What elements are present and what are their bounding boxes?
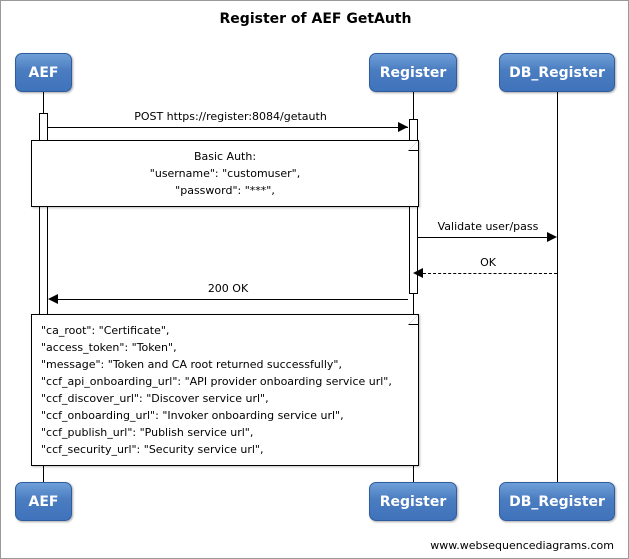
actor-db-register-bottom-label: DB_Register [509, 493, 605, 510]
response-body-note [31, 314, 419, 466]
diagram-title: Register of AEF GetAuth [219, 11, 412, 27]
message-line-post-getauth [48, 127, 408, 128]
response-body-note-line-8: "ccf_security_url": "Security service url", [41, 443, 264, 456]
response-body-note-line-7: "ccf_publish_url": "Publish service url", [41, 426, 254, 439]
message-label-200-ok: 200 OK [207, 282, 249, 295]
actor-register-top-label: Register [379, 64, 447, 81]
lifeline-db-register [557, 92, 558, 482]
message-label-post-getauth: POST https://register:8084/getauth [134, 110, 327, 123]
note-fold-inner-icon [409, 315, 418, 324]
actor-db-register-top [499, 53, 615, 92]
response-body-note-line-6: "ccf_onboarding_url": "Invoker onboarding service url", [41, 409, 344, 422]
message-line-200-ok [58, 299, 408, 300]
actor-register-bottom-label: Register [379, 493, 447, 510]
actor-aef-top [15, 53, 72, 92]
message-arrow-post-getauth [398, 122, 408, 132]
message-line-ok [423, 273, 557, 274]
footer-attribution: www.websequencediagrams.com [430, 539, 614, 552]
basic-auth-note-line-2: "password": "***", [175, 184, 275, 197]
response-body-note-line-3: "message": "Token and CA root returned successfully", [41, 358, 342, 371]
actor-aef-top-label: AEF [28, 64, 59, 81]
message-label-validate-user-pass: Validate user/pass [437, 220, 539, 233]
basic-auth-note [31, 140, 419, 207]
message-label-ok: OK [480, 256, 496, 269]
basic-auth-note-title: Basic Auth: [193, 150, 257, 163]
message-arrow-200-ok [48, 294, 58, 304]
basic-auth-note-line-1: "username": "customuser", [149, 167, 301, 180]
actor-aef-bottom [15, 482, 72, 521]
response-body-note-line-4: "ccf_api_onboarding_url": "API provider onboarding service url", [41, 375, 392, 388]
actor-db-register-top-label: DB_Register [509, 64, 605, 81]
response-body-note-line-2: "access_token": "Token", [41, 341, 177, 354]
response-body-note-line-5: "ccf_discover_url": "Discover service url", [41, 392, 269, 405]
message-line-validate-user-pass [418, 237, 547, 238]
actor-register-top [369, 53, 457, 92]
message-arrow-validate-user-pass [547, 232, 557, 242]
actor-db-register-bottom [499, 482, 615, 521]
message-arrow-ok [413, 268, 423, 278]
response-body-note-line-1: "ca_root": "Certificate", [41, 324, 170, 337]
actor-register-bottom [369, 482, 457, 521]
actor-aef-bottom-label: AEF [28, 493, 59, 510]
